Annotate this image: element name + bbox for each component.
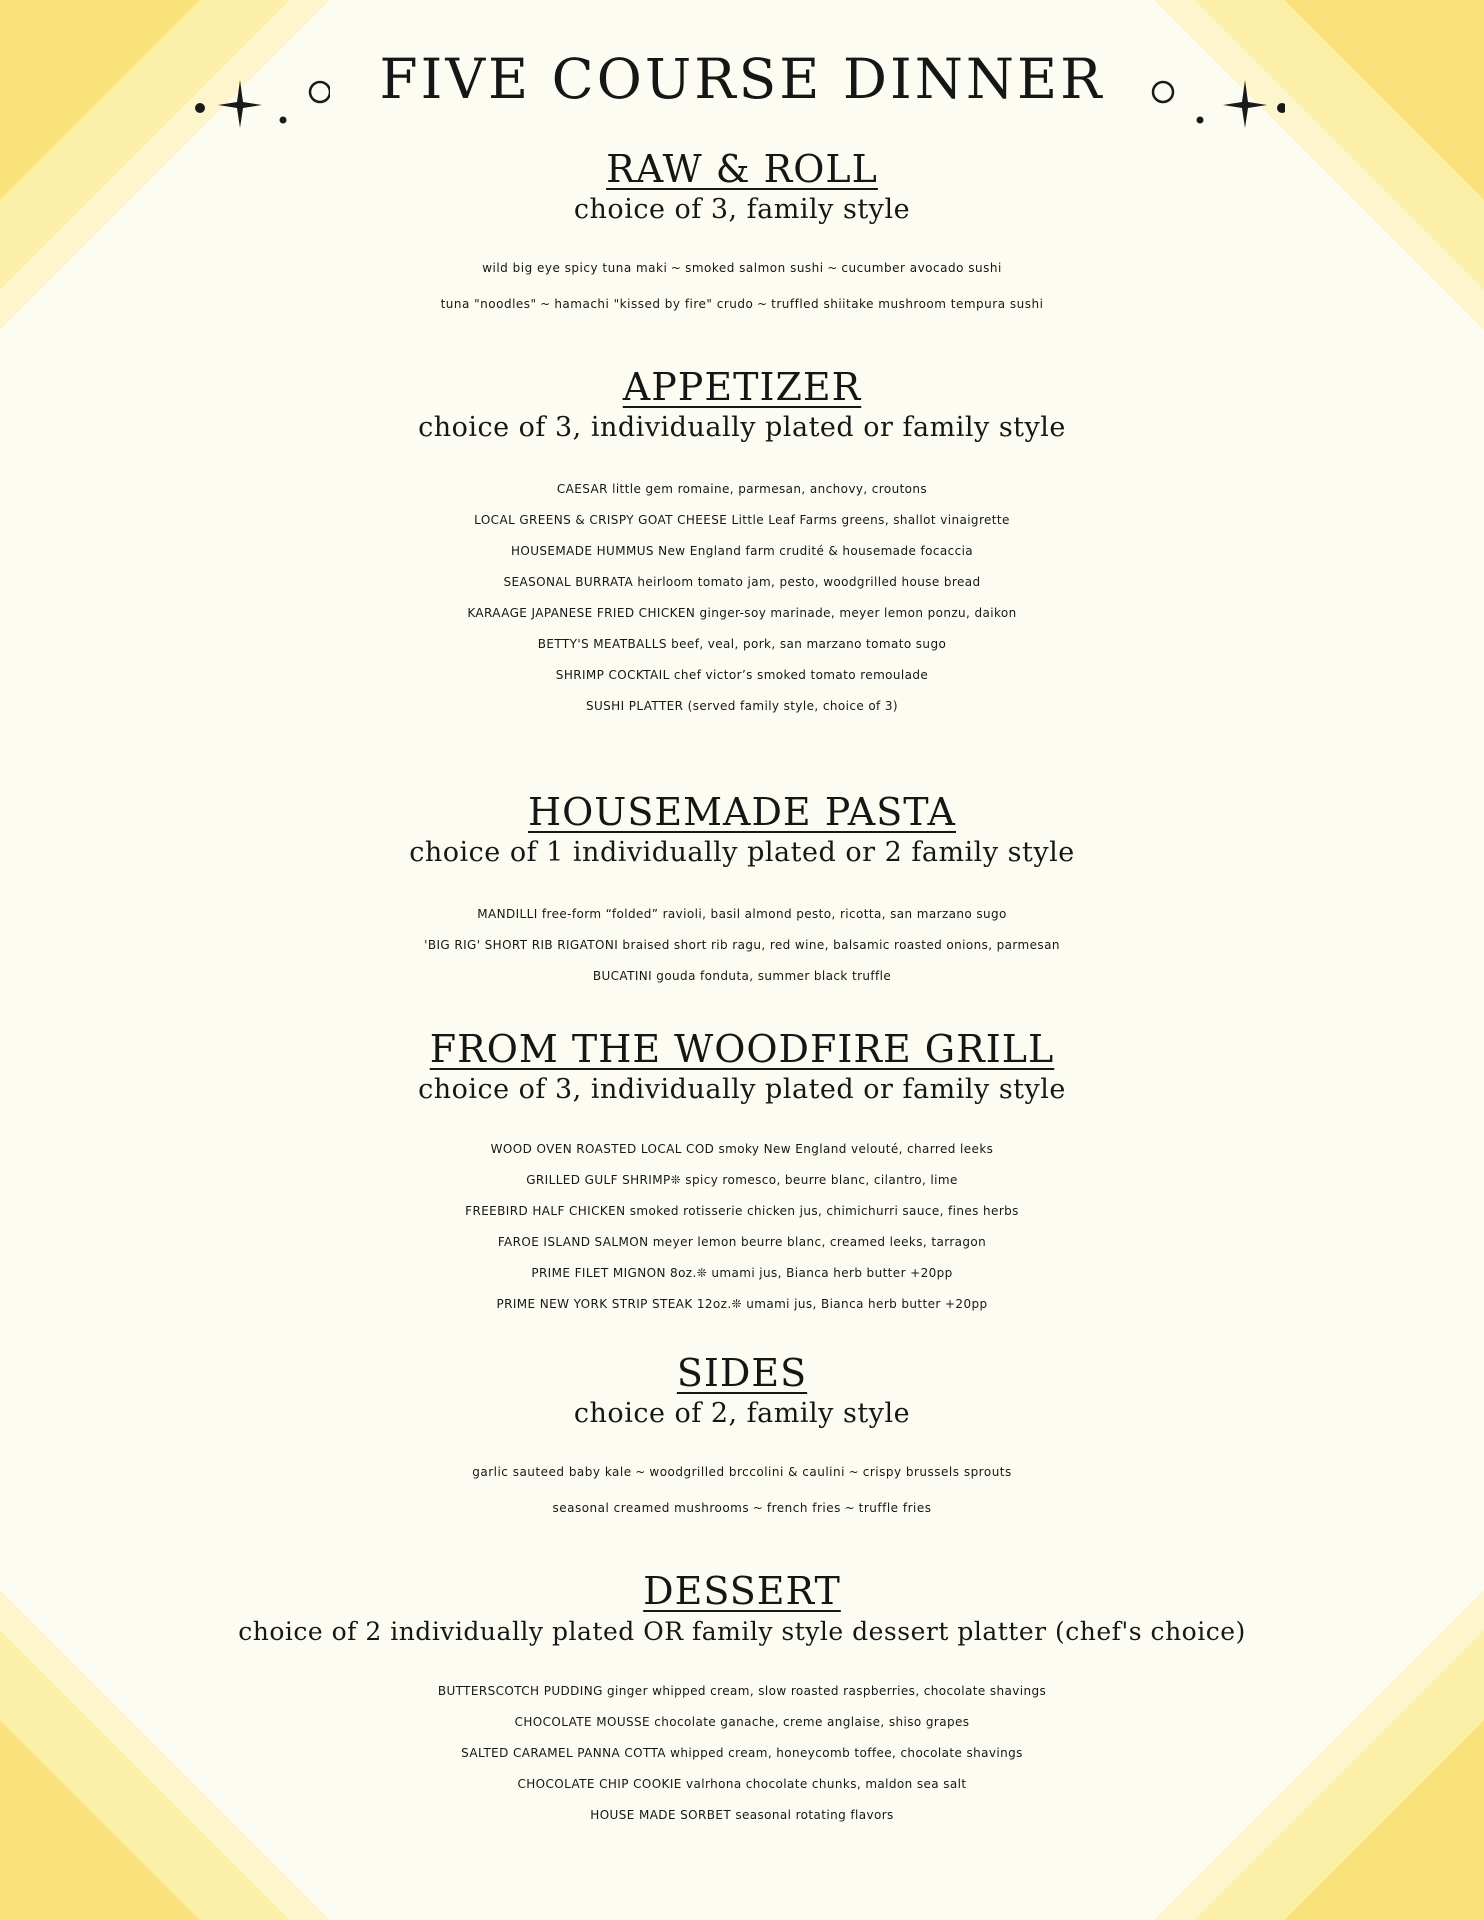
menu-item [0, 1227, 1484, 1258]
menu-item: seasonal creamed mushrooms [552, 1501, 750, 1515]
item-name: SALTED CARAMEL PANNA COTTA [461, 1746, 666, 1760]
separator: ~ [752, 1501, 764, 1515]
item-name: SHRIMP COCKTAIL [555, 668, 670, 682]
menu-item: garlic sauteed baby kale [472, 1465, 632, 1479]
menu-item: smoked salmon sushi [685, 261, 824, 275]
item-description: Little Leaf Farms greens, shallot vinaigrette [731, 513, 1010, 527]
item-name: WOOD OVEN ROASTED LOCAL COD [490, 1142, 715, 1156]
item-description: gouda fonduta, summer black truffle [656, 969, 892, 983]
item-description: free-form “folded” ravioli, basil almond pesto, ricotta, san marzano sugo [541, 907, 1007, 921]
menu-item: wild big eye spicy tuna maki [482, 261, 668, 275]
menu-item [0, 629, 1484, 660]
menu-item [0, 691, 1484, 722]
menu-item [0, 567, 1484, 598]
section-subheading: choice of 3, family style [573, 194, 911, 225]
section-subheading: choice of 3, individually plated or family style [418, 1074, 1066, 1105]
item-name: FREEBIRD HALF CHICKEN [465, 1204, 626, 1218]
menu-item: cucumber avocado sushi [841, 261, 1002, 275]
separator: ~ [540, 297, 551, 311]
menu-item: crispy brussels sprouts [862, 1465, 1012, 1479]
item-description: valrhona chocolate chunks, maldon sea salt [685, 1777, 967, 1791]
separator: ~ [844, 1501, 856, 1515]
item-description: ginger-soy marinade, meyer lemon ponzu, daikon [699, 606, 1017, 620]
item-name: CHOCOLATE CHIP COOKIE [517, 1777, 682, 1791]
section-dessert [0, 1568, 1484, 1831]
menu-item [0, 930, 1484, 961]
page-title: FIVE COURSE DINNER [379, 47, 1105, 111]
menu-item [0, 505, 1484, 536]
menu-item [0, 1800, 1484, 1831]
menu-item [0, 899, 1484, 930]
section-subheading: choice of 2, family style [573, 1398, 911, 1429]
item-name: KARAAGE JAPANESE FRIED CHICKEN [467, 606, 696, 620]
menu-item [0, 1707, 1484, 1738]
menu-item [0, 961, 1484, 992]
item-name: LOCAL GREENS & CRISPY GOAT CHEESE [474, 513, 728, 527]
item-description: beef, veal, pork, san marzano tomato sugo [671, 637, 947, 651]
menu-item [0, 1738, 1484, 1769]
item-name: HOUSEMADE HUMMUS [510, 544, 654, 558]
menu-item [0, 474, 1484, 505]
menu-item: truffled shiitake mushroom tempura sushi [771, 297, 1044, 311]
menu-item: french fries [766, 1501, 841, 1515]
item-name: HOUSE MADE SORBET [590, 1808, 732, 1822]
item-description: ginger whipped cream, slow roasted raspberries, chocolate shavings [607, 1684, 1047, 1698]
section-heading: APPETIZER [622, 365, 862, 409]
menu-item [0, 1289, 1484, 1320]
item-name: 'BIG RIG' SHORT RIB RIGATONI [424, 938, 619, 952]
item-name: SEASONAL BURRATA [503, 575, 634, 589]
item-name: SUSHI PLATTER [585, 699, 684, 713]
sparkle-cluster-icon [1145, 70, 1285, 130]
section-heading: RAW & ROLL [606, 147, 878, 191]
section-raw-roll [0, 146, 1484, 322]
item-name: MANDILLI [477, 907, 538, 921]
item-description: whipped cream, honeycomb toffee, chocolate shavings [670, 1746, 1023, 1760]
item-name: PRIME NEW YORK STRIP STEAK 12oz.❊ [496, 1297, 743, 1311]
menu-item [0, 1134, 1484, 1165]
menu-line [0, 286, 1484, 322]
menu-item [0, 536, 1484, 567]
item-description: seasonal rotating flavors [735, 1808, 894, 1822]
section-housemade-pasta [0, 789, 1484, 992]
menu-item: woodgrilled brccolini & caulini [649, 1465, 845, 1479]
item-name: CAESAR [556, 482, 608, 496]
menu-line [0, 1490, 1484, 1526]
item-name: BUTTERSCOTCH PUDDING [437, 1684, 603, 1698]
section-appetizer [0, 364, 1484, 722]
menu-item [0, 1165, 1484, 1196]
item-description: umami jus, Bianca herb butter +20pp [746, 1297, 988, 1311]
item-name: BETTY'S MEATBALLS [537, 637, 667, 651]
menu-line [0, 1454, 1484, 1490]
item-description: chocolate ganache, creme anglaise, shiso grapes [654, 1715, 970, 1729]
section-heading: FROM THE WOODFIRE GRILL [429, 1027, 1055, 1071]
item-name: PRIME FILET MIGNON 8oz.❊ [531, 1266, 708, 1280]
menu-line [0, 250, 1484, 286]
separator: ~ [848, 1465, 860, 1479]
item-description: (served family style, choice of 3) [687, 699, 899, 713]
section-heading: HOUSEMADE PASTA [528, 790, 956, 834]
separator: ~ [635, 1465, 646, 1479]
menu-item [0, 1769, 1484, 1800]
menu-item [0, 660, 1484, 691]
item-name: FAROE ISLAND SALMON [497, 1235, 649, 1249]
item-description: spicy romesco, beurre blanc, cilantro, lime [685, 1173, 958, 1187]
item-description: braised short rib ragu, red wine, balsamic roasted onions, parmesan [622, 938, 1060, 952]
separator: ~ [670, 261, 682, 275]
item-description: smoked rotisserie chicken jus, chimichurri sauce, fines herbs [629, 1204, 1019, 1218]
section-heading: DESSERT [643, 1569, 841, 1613]
item-description: New England farm crudité & housemade focaccia [658, 544, 974, 558]
menu-item: hamachi "kissed by fire" crudo [554, 297, 754, 311]
section-woodfire-grill [0, 1026, 1484, 1320]
section-subheading: choice of 3, individually plated or family style [418, 412, 1066, 443]
section-subheading: choice of 2 individually plated OR family style dessert platter (chef's choice) [238, 1617, 1246, 1646]
item-description: heirloom tomato jam, pesto, woodgrilled house bread [637, 575, 981, 589]
menu-item: truffle fries [858, 1501, 932, 1515]
item-description: umami jus, Bianca herb butter +20pp [711, 1266, 953, 1280]
section-heading: SIDES [676, 1351, 808, 1395]
item-name: GRILLED GULF SHRIMP❊ [526, 1173, 682, 1187]
menu-item [0, 1196, 1484, 1227]
menu-item [0, 1676, 1484, 1707]
menu-item [0, 1258, 1484, 1289]
item-description: smoky New England velouté, charred leeks [718, 1142, 994, 1156]
menu-item: tuna "noodles" [440, 297, 537, 311]
item-description: meyer lemon beurre blanc, creamed leeks, tarragon [652, 1235, 987, 1249]
item-description: little gem romaine, parmesan, anchovy, croutons [612, 482, 928, 496]
section-subheading: choice of 1 individually plated or 2 family style [409, 837, 1075, 868]
section-sides [0, 1350, 1484, 1526]
menu-item [0, 598, 1484, 629]
item-description: chef victor’s smoked tomato remoulade [673, 668, 929, 682]
separator: ~ [827, 261, 838, 275]
item-name: BUCATINI [592, 969, 653, 983]
item-name: CHOCOLATE MOUSSE [514, 1715, 651, 1729]
separator: ~ [756, 297, 768, 311]
